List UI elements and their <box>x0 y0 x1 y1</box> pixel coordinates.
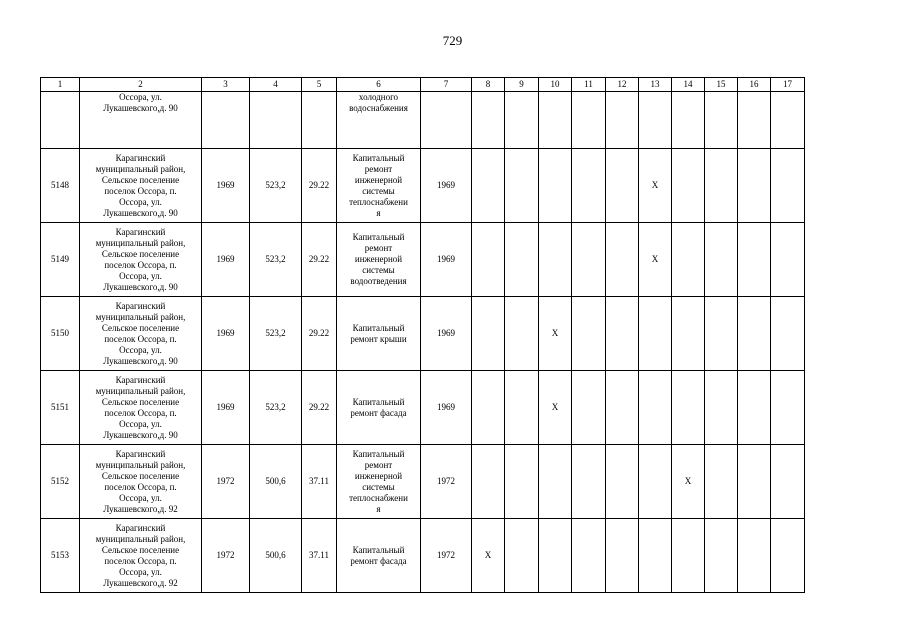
wear-cell: 29.22 <box>302 297 337 371</box>
row-number-cell: 5149 <box>41 223 80 297</box>
mark-cell: X <box>639 149 672 223</box>
empty-cell <box>606 149 639 223</box>
empty-cell <box>738 149 771 223</box>
empty-cell <box>572 519 606 593</box>
empty-cell <box>539 519 572 593</box>
row-number-cell: 5153 <box>41 519 80 593</box>
empty-cell <box>505 149 539 223</box>
table-row-continuation <box>41 92 805 149</box>
mark-cell: X <box>639 223 672 297</box>
empty-cell <box>738 519 771 593</box>
empty-cell <box>705 149 738 223</box>
empty-cell <box>705 519 738 593</box>
empty-cell <box>639 371 672 445</box>
empty-cell <box>705 223 738 297</box>
mark-cell: X <box>472 519 505 593</box>
empty-cell <box>421 92 472 149</box>
empty-cell <box>472 371 505 445</box>
column-number: 4 <box>250 78 302 92</box>
empty-cell <box>639 445 672 519</box>
start-year-cell: 1969 <box>421 223 472 297</box>
empty-cell <box>771 445 805 519</box>
empty-cell <box>639 519 672 593</box>
address-cell: Карагинский муниципальный район, Сельское поселение поселок Оссора, п. Оссора, ул. Лукашевского,д. 92 <box>80 445 202 519</box>
empty-cell <box>572 445 606 519</box>
empty-cell <box>472 445 505 519</box>
empty-cell <box>505 445 539 519</box>
column-number: 6 <box>337 78 421 92</box>
register-table <box>40 77 805 593</box>
column-number: 5 <box>302 78 337 92</box>
empty-cell <box>572 297 606 371</box>
empty-cell <box>639 297 672 371</box>
empty-cell <box>606 371 639 445</box>
empty-cell <box>771 223 805 297</box>
mark-cell: X <box>539 371 572 445</box>
empty-cell <box>738 92 771 149</box>
work-type-cell: Капитальный ремонт инженерной системы теплоснабжени я <box>337 445 421 519</box>
area-cell: 523,2 <box>250 149 302 223</box>
column-number-row <box>41 78 805 92</box>
empty-cell <box>738 445 771 519</box>
year-cell: 1969 <box>202 297 250 371</box>
empty-cell <box>606 519 639 593</box>
table-row <box>41 297 805 371</box>
row-number-cell: 5152 <box>41 445 80 519</box>
empty-cell <box>738 223 771 297</box>
row-number-cell: 5148 <box>41 149 80 223</box>
empty-cell <box>472 92 505 149</box>
empty-cell <box>705 371 738 445</box>
area-cell: 523,2 <box>250 371 302 445</box>
start-year-cell: 1972 <box>421 445 472 519</box>
work-type-cell: холодного водоснабжения <box>337 92 421 149</box>
empty-cell <box>606 297 639 371</box>
table-row <box>41 371 805 445</box>
wear-cell: 37.11 <box>302 519 337 593</box>
empty-cell <box>505 223 539 297</box>
empty-cell <box>250 92 302 149</box>
empty-cell <box>41 92 80 149</box>
column-number: 13 <box>639 78 672 92</box>
start-year-cell: 1969 <box>421 371 472 445</box>
year-cell: 1969 <box>202 223 250 297</box>
empty-cell <box>472 297 505 371</box>
year-cell: 1972 <box>202 519 250 593</box>
empty-cell <box>606 223 639 297</box>
column-number: 3 <box>202 78 250 92</box>
empty-cell <box>539 445 572 519</box>
empty-cell <box>202 92 250 149</box>
table-body <box>41 78 805 593</box>
table-row <box>41 223 805 297</box>
empty-cell <box>672 297 705 371</box>
address-cell: Карагинский муниципальный район, Сельское поселение поселок Оссора, п. Оссора, ул. Лукашевского,д. 90 <box>80 371 202 445</box>
empty-cell <box>505 92 539 149</box>
empty-cell <box>539 223 572 297</box>
empty-cell <box>472 149 505 223</box>
empty-cell <box>606 445 639 519</box>
empty-cell <box>771 149 805 223</box>
area-cell: 523,2 <box>250 297 302 371</box>
empty-cell <box>539 149 572 223</box>
work-type-cell: Капитальный ремонт крыши <box>337 297 421 371</box>
area-cell: 500,6 <box>250 445 302 519</box>
empty-cell <box>738 297 771 371</box>
row-number-cell: 5151 <box>41 371 80 445</box>
area-cell: 500,6 <box>250 519 302 593</box>
work-type-cell: Капитальный ремонт фасада <box>337 519 421 593</box>
empty-cell <box>505 519 539 593</box>
work-type-cell: Капитальный ремонт инженерной системы водоотведения <box>337 223 421 297</box>
column-number: 7 <box>421 78 472 92</box>
column-number: 2 <box>80 78 202 92</box>
column-number: 15 <box>705 78 738 92</box>
page-number: 729 <box>442 33 463 48</box>
mark-cell: X <box>672 445 705 519</box>
year-cell: 1969 <box>202 371 250 445</box>
empty-cell <box>771 519 805 593</box>
year-cell: 1969 <box>202 149 250 223</box>
address-cell: Карагинский муниципальный район, Сельское поселение поселок Оссора, п. Оссора, ул. Лукашевского,д. 90 <box>80 297 202 371</box>
empty-cell <box>705 445 738 519</box>
address-cell: Карагинский муниципальный район, Сельское поселение поселок Оссора, п. Оссора, ул. Лукашевского,д. 92 <box>80 519 202 593</box>
table-row <box>41 149 805 223</box>
work-type-cell: Капитальный ремонт фасада <box>337 371 421 445</box>
year-cell: 1972 <box>202 445 250 519</box>
empty-cell <box>672 92 705 149</box>
empty-cell <box>771 297 805 371</box>
empty-cell <box>505 297 539 371</box>
table-row <box>41 445 805 519</box>
address-cell: Карагинский муниципальный район, Сельское поселение поселок Оссора, п. Оссора, ул. Лукашевского,д. 90 <box>80 223 202 297</box>
column-number: 12 <box>606 78 639 92</box>
column-number: 14 <box>672 78 705 92</box>
mark-cell: X <box>539 297 572 371</box>
empty-cell <box>539 92 572 149</box>
column-number: 1 <box>41 78 80 92</box>
wear-cell: 29.22 <box>302 371 337 445</box>
empty-cell <box>302 92 337 149</box>
column-number: 8 <box>472 78 505 92</box>
empty-cell <box>505 371 539 445</box>
column-number: 11 <box>572 78 606 92</box>
empty-cell <box>672 371 705 445</box>
empty-cell <box>572 371 606 445</box>
start-year-cell: 1972 <box>421 519 472 593</box>
column-number: 10 <box>539 78 572 92</box>
start-year-cell: 1969 <box>421 297 472 371</box>
empty-cell <box>606 92 639 149</box>
wear-cell: 29.22 <box>302 223 337 297</box>
empty-cell <box>639 92 672 149</box>
empty-cell <box>572 149 606 223</box>
empty-cell <box>672 149 705 223</box>
empty-cell <box>472 223 505 297</box>
wear-cell: 37.11 <box>302 445 337 519</box>
empty-cell <box>705 297 738 371</box>
area-cell: 523,2 <box>250 223 302 297</box>
start-year-cell: 1969 <box>421 149 472 223</box>
table-row <box>41 519 805 593</box>
empty-cell <box>771 371 805 445</box>
empty-cell <box>771 92 805 149</box>
empty-cell <box>705 92 738 149</box>
address-cell: Карагинский муниципальный район, Сельское поселение поселок Оссора, п. Оссора, ул. Лукашевского,д. 90 <box>80 149 202 223</box>
column-number: 16 <box>738 78 771 92</box>
column-number: 9 <box>505 78 539 92</box>
column-number: 17 <box>771 78 805 92</box>
empty-cell <box>572 223 606 297</box>
empty-cell <box>738 371 771 445</box>
empty-cell <box>572 92 606 149</box>
row-number-cell: 5150 <box>41 297 80 371</box>
address-cell: Оссора, ул. Лукашевского,д. 90 <box>80 92 202 149</box>
wear-cell: 29.22 <box>302 149 337 223</box>
empty-cell <box>672 519 705 593</box>
empty-cell <box>672 223 705 297</box>
work-type-cell: Капитальный ремонт инженерной системы теплоснабжени я <box>337 149 421 223</box>
